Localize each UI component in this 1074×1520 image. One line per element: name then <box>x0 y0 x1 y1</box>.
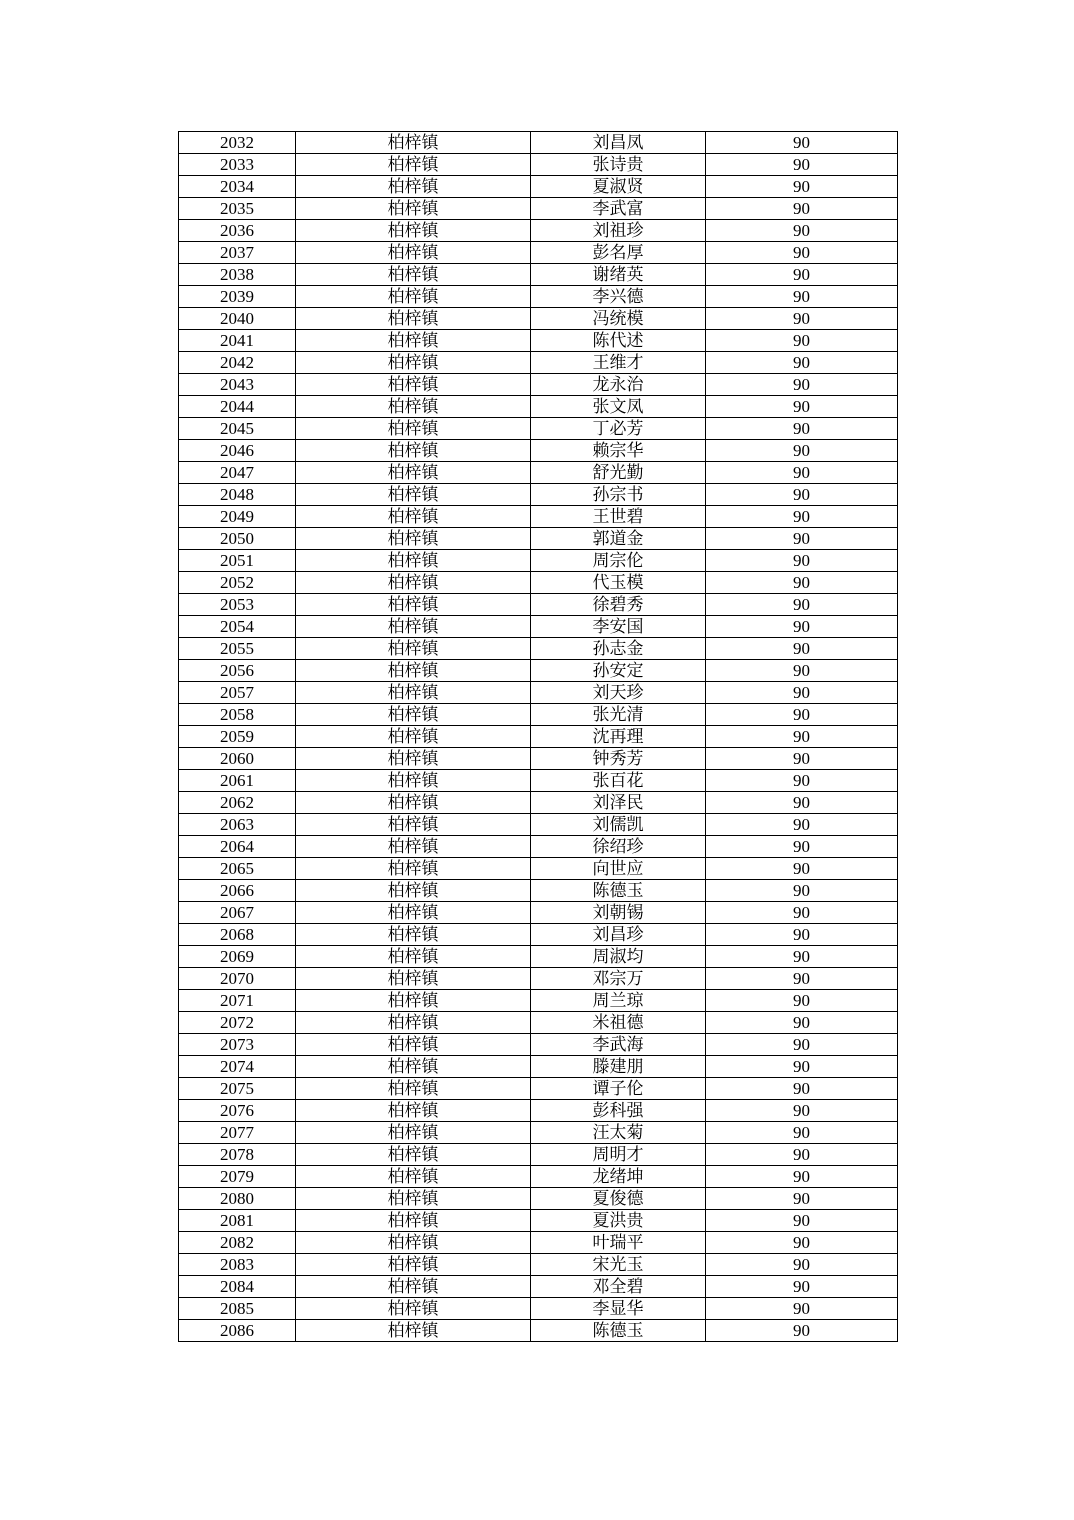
cell-score: 90 <box>706 352 898 374</box>
cell-serial: 2070 <box>179 968 296 990</box>
cell-name: 孙志金 <box>531 638 706 660</box>
table-row <box>179 198 898 220</box>
cell-town: 柏梓镇 <box>296 550 531 572</box>
cell-town: 柏梓镇 <box>296 132 531 154</box>
cell-name: 陈代述 <box>531 330 706 352</box>
cell-serial: 2036 <box>179 220 296 242</box>
cell-town: 柏梓镇 <box>296 792 531 814</box>
cell-serial: 2050 <box>179 528 296 550</box>
cell-town: 柏梓镇 <box>296 902 531 924</box>
cell-name: 谢绪英 <box>531 264 706 286</box>
cell-serial: 2054 <box>179 616 296 638</box>
cell-serial: 2086 <box>179 1320 296 1342</box>
cell-name: 刘朝锡 <box>531 902 706 924</box>
cell-score: 90 <box>706 594 898 616</box>
cell-town: 柏梓镇 <box>296 572 531 594</box>
cell-serial: 2042 <box>179 352 296 374</box>
cell-score: 90 <box>706 836 898 858</box>
cell-town: 柏梓镇 <box>296 924 531 946</box>
cell-serial: 2059 <box>179 726 296 748</box>
table-row <box>179 704 898 726</box>
table-row <box>179 968 898 990</box>
cell-serial: 2085 <box>179 1298 296 1320</box>
cell-town: 柏梓镇 <box>296 1210 531 1232</box>
cell-name: 向世应 <box>531 858 706 880</box>
table-row <box>179 1122 898 1144</box>
cell-name: 沈再理 <box>531 726 706 748</box>
cell-score: 90 <box>706 264 898 286</box>
cell-town: 柏梓镇 <box>296 242 531 264</box>
table-row <box>179 902 898 924</box>
cell-serial: 2052 <box>179 572 296 594</box>
table-row <box>179 528 898 550</box>
cell-score: 90 <box>706 858 898 880</box>
cell-town: 柏梓镇 <box>296 418 531 440</box>
cell-score: 90 <box>706 704 898 726</box>
cell-score: 90 <box>706 1232 898 1254</box>
table-row <box>179 572 898 594</box>
cell-town: 柏梓镇 <box>296 946 531 968</box>
cell-town: 柏梓镇 <box>296 1166 531 1188</box>
table-row <box>179 1012 898 1034</box>
cell-serial: 2080 <box>179 1188 296 1210</box>
cell-score: 90 <box>706 1144 898 1166</box>
table-row <box>179 176 898 198</box>
roster-table-body <box>179 132 898 1342</box>
table-row <box>179 946 898 968</box>
cell-serial: 2083 <box>179 1254 296 1276</box>
cell-score: 90 <box>706 330 898 352</box>
cell-score: 90 <box>706 396 898 418</box>
cell-serial: 2079 <box>179 1166 296 1188</box>
cell-serial: 2053 <box>179 594 296 616</box>
cell-name: 徐绍珍 <box>531 836 706 858</box>
cell-score: 90 <box>706 132 898 154</box>
cell-serial: 2045 <box>179 418 296 440</box>
table-row <box>179 616 898 638</box>
cell-town: 柏梓镇 <box>296 968 531 990</box>
cell-name: 夏淑贤 <box>531 176 706 198</box>
cell-score: 90 <box>706 726 898 748</box>
cell-score: 90 <box>706 1188 898 1210</box>
cell-serial: 2034 <box>179 176 296 198</box>
cell-serial: 2067 <box>179 902 296 924</box>
cell-score: 90 <box>706 242 898 264</box>
table-row <box>179 462 898 484</box>
cell-serial: 2066 <box>179 880 296 902</box>
cell-serial: 2060 <box>179 748 296 770</box>
cell-name: 王维才 <box>531 352 706 374</box>
table-row <box>179 726 898 748</box>
cell-score: 90 <box>706 528 898 550</box>
cell-score: 90 <box>706 770 898 792</box>
table-row <box>179 660 898 682</box>
cell-serial: 2051 <box>179 550 296 572</box>
cell-name: 刘泽民 <box>531 792 706 814</box>
cell-score: 90 <box>706 1122 898 1144</box>
table-row <box>179 440 898 462</box>
cell-town: 柏梓镇 <box>296 1232 531 1254</box>
cell-town: 柏梓镇 <box>296 770 531 792</box>
cell-score: 90 <box>706 1298 898 1320</box>
cell-town: 柏梓镇 <box>296 440 531 462</box>
cell-name: 龙永治 <box>531 374 706 396</box>
cell-score: 90 <box>706 990 898 1012</box>
table-row <box>179 1034 898 1056</box>
cell-score: 90 <box>706 902 898 924</box>
cell-serial: 2049 <box>179 506 296 528</box>
cell-name: 刘昌珍 <box>531 924 706 946</box>
roster-table <box>178 131 898 1342</box>
cell-serial: 2069 <box>179 946 296 968</box>
table-row <box>179 264 898 286</box>
cell-town: 柏梓镇 <box>296 814 531 836</box>
cell-name: 龙绪坤 <box>531 1166 706 1188</box>
cell-town: 柏梓镇 <box>296 264 531 286</box>
table-row <box>179 242 898 264</box>
table-row <box>179 682 898 704</box>
cell-serial: 2037 <box>179 242 296 264</box>
cell-name: 徐碧秀 <box>531 594 706 616</box>
cell-name: 李显华 <box>531 1298 706 1320</box>
cell-town: 柏梓镇 <box>296 462 531 484</box>
table-row <box>179 836 898 858</box>
cell-name: 孙宗书 <box>531 484 706 506</box>
cell-name: 邓宗万 <box>531 968 706 990</box>
cell-serial: 2058 <box>179 704 296 726</box>
cell-name: 张光清 <box>531 704 706 726</box>
cell-town: 柏梓镇 <box>296 220 531 242</box>
cell-serial: 2057 <box>179 682 296 704</box>
cell-name: 夏洪贵 <box>531 1210 706 1232</box>
cell-town: 柏梓镇 <box>296 286 531 308</box>
table-row <box>179 1210 898 1232</box>
cell-serial: 2038 <box>179 264 296 286</box>
cell-name: 李武富 <box>531 198 706 220</box>
cell-serial: 2033 <box>179 154 296 176</box>
cell-town: 柏梓镇 <box>296 1122 531 1144</box>
cell-town: 柏梓镇 <box>296 484 531 506</box>
cell-score: 90 <box>706 374 898 396</box>
cell-serial: 2076 <box>179 1100 296 1122</box>
cell-name: 周兰琼 <box>531 990 706 1012</box>
table-row <box>179 374 898 396</box>
table-row <box>179 506 898 528</box>
cell-serial: 2061 <box>179 770 296 792</box>
cell-name: 汪太菊 <box>531 1122 706 1144</box>
cell-serial: 2055 <box>179 638 296 660</box>
cell-town: 柏梓镇 <box>296 1254 531 1276</box>
cell-name: 刘儒凯 <box>531 814 706 836</box>
cell-name: 张文凤 <box>531 396 706 418</box>
cell-score: 90 <box>706 1078 898 1100</box>
cell-town: 柏梓镇 <box>296 682 531 704</box>
cell-town: 柏梓镇 <box>296 990 531 1012</box>
cell-serial: 2047 <box>179 462 296 484</box>
cell-town: 柏梓镇 <box>296 880 531 902</box>
table-row <box>179 1276 898 1298</box>
table-row <box>179 308 898 330</box>
cell-serial: 2043 <box>179 374 296 396</box>
cell-name: 陈德玉 <box>531 880 706 902</box>
cell-score: 90 <box>706 814 898 836</box>
cell-town: 柏梓镇 <box>296 660 531 682</box>
cell-score: 90 <box>706 1012 898 1034</box>
cell-serial: 2048 <box>179 484 296 506</box>
table-row <box>179 1100 898 1122</box>
table-row <box>179 154 898 176</box>
cell-score: 90 <box>706 792 898 814</box>
cell-score: 90 <box>706 946 898 968</box>
cell-town: 柏梓镇 <box>296 748 531 770</box>
cell-score: 90 <box>706 1034 898 1056</box>
cell-name: 陈德玉 <box>531 1320 706 1342</box>
cell-score: 90 <box>706 880 898 902</box>
table-row <box>179 330 898 352</box>
cell-score: 90 <box>706 176 898 198</box>
cell-score: 90 <box>706 748 898 770</box>
cell-serial: 2071 <box>179 990 296 1012</box>
table-row <box>179 990 898 1012</box>
cell-serial: 2041 <box>179 330 296 352</box>
cell-town: 柏梓镇 <box>296 528 531 550</box>
cell-name: 刘昌凤 <box>531 132 706 154</box>
cell-score: 90 <box>706 1100 898 1122</box>
table-row <box>179 418 898 440</box>
cell-name: 代玉模 <box>531 572 706 594</box>
cell-name: 周宗伦 <box>531 550 706 572</box>
cell-town: 柏梓镇 <box>296 330 531 352</box>
cell-name: 舒光勤 <box>531 462 706 484</box>
cell-score: 90 <box>706 660 898 682</box>
cell-town: 柏梓镇 <box>296 836 531 858</box>
cell-serial: 2044 <box>179 396 296 418</box>
table-row <box>179 220 898 242</box>
table-row <box>179 1254 898 1276</box>
cell-serial: 2078 <box>179 1144 296 1166</box>
table-row <box>179 1188 898 1210</box>
table-row <box>179 814 898 836</box>
cell-score: 90 <box>706 616 898 638</box>
cell-name: 刘祖珍 <box>531 220 706 242</box>
table-row <box>179 1144 898 1166</box>
cell-name: 孙安定 <box>531 660 706 682</box>
cell-town: 柏梓镇 <box>296 198 531 220</box>
cell-town: 柏梓镇 <box>296 1298 531 1320</box>
cell-score: 90 <box>706 506 898 528</box>
cell-score: 90 <box>706 462 898 484</box>
table-row <box>179 594 898 616</box>
cell-score: 90 <box>706 968 898 990</box>
cell-serial: 2063 <box>179 814 296 836</box>
cell-town: 柏梓镇 <box>296 638 531 660</box>
cell-name: 李安国 <box>531 616 706 638</box>
cell-town: 柏梓镇 <box>296 154 531 176</box>
cell-name: 宋光玉 <box>531 1254 706 1276</box>
table-row <box>179 638 898 660</box>
cell-score: 90 <box>706 572 898 594</box>
cell-score: 90 <box>706 484 898 506</box>
cell-serial: 2046 <box>179 440 296 462</box>
cell-town: 柏梓镇 <box>296 1034 531 1056</box>
table-row <box>179 1320 898 1342</box>
cell-name: 邓全碧 <box>531 1276 706 1298</box>
cell-name: 叶瑞平 <box>531 1232 706 1254</box>
table-row <box>179 484 898 506</box>
cell-score: 90 <box>706 308 898 330</box>
cell-name: 郭道金 <box>531 528 706 550</box>
cell-town: 柏梓镇 <box>296 858 531 880</box>
cell-town: 柏梓镇 <box>296 396 531 418</box>
cell-serial: 2039 <box>179 286 296 308</box>
table-row <box>179 770 898 792</box>
cell-serial: 2035 <box>179 198 296 220</box>
table-row <box>179 924 898 946</box>
cell-name: 彭科强 <box>531 1100 706 1122</box>
cell-serial: 2032 <box>179 132 296 154</box>
cell-score: 90 <box>706 286 898 308</box>
cell-town: 柏梓镇 <box>296 704 531 726</box>
cell-name: 张百花 <box>531 770 706 792</box>
table-row <box>179 880 898 902</box>
cell-name: 周淑均 <box>531 946 706 968</box>
table-row <box>179 1232 898 1254</box>
cell-name: 周明才 <box>531 1144 706 1166</box>
cell-town: 柏梓镇 <box>296 308 531 330</box>
cell-name: 张诗贵 <box>531 154 706 176</box>
cell-town: 柏梓镇 <box>296 374 531 396</box>
cell-name: 谭子伦 <box>531 1078 706 1100</box>
cell-serial: 2084 <box>179 1276 296 1298</box>
table-row <box>179 792 898 814</box>
cell-serial: 2081 <box>179 1210 296 1232</box>
cell-serial: 2075 <box>179 1078 296 1100</box>
cell-name: 赖宗华 <box>531 440 706 462</box>
table-row <box>179 352 898 374</box>
cell-name: 彭名厚 <box>531 242 706 264</box>
cell-score: 90 <box>706 638 898 660</box>
cell-town: 柏梓镇 <box>296 1100 531 1122</box>
cell-serial: 2074 <box>179 1056 296 1078</box>
cell-town: 柏梓镇 <box>296 1012 531 1034</box>
cell-name: 刘天珍 <box>531 682 706 704</box>
cell-name: 李武海 <box>531 1034 706 1056</box>
cell-score: 90 <box>706 1166 898 1188</box>
cell-serial: 2082 <box>179 1232 296 1254</box>
cell-town: 柏梓镇 <box>296 1078 531 1100</box>
cell-score: 90 <box>706 154 898 176</box>
cell-serial: 2056 <box>179 660 296 682</box>
cell-name: 李兴德 <box>531 286 706 308</box>
cell-name: 钟秀芳 <box>531 748 706 770</box>
cell-town: 柏梓镇 <box>296 176 531 198</box>
cell-town: 柏梓镇 <box>296 616 531 638</box>
cell-score: 90 <box>706 418 898 440</box>
table-row <box>179 550 898 572</box>
cell-name: 丁必芳 <box>531 418 706 440</box>
cell-town: 柏梓镇 <box>296 594 531 616</box>
cell-score: 90 <box>706 1056 898 1078</box>
cell-score: 90 <box>706 440 898 462</box>
cell-name: 夏俊德 <box>531 1188 706 1210</box>
table-row <box>179 858 898 880</box>
cell-town: 柏梓镇 <box>296 1276 531 1298</box>
cell-serial: 2040 <box>179 308 296 330</box>
table-row <box>179 1056 898 1078</box>
cell-score: 90 <box>706 220 898 242</box>
cell-name: 王世碧 <box>531 506 706 528</box>
table-row <box>179 286 898 308</box>
cell-score: 90 <box>706 198 898 220</box>
table-row <box>179 396 898 418</box>
cell-town: 柏梓镇 <box>296 352 531 374</box>
cell-serial: 2072 <box>179 1012 296 1034</box>
cell-serial: 2064 <box>179 836 296 858</box>
cell-town: 柏梓镇 <box>296 1320 531 1342</box>
cell-serial: 2065 <box>179 858 296 880</box>
cell-serial: 2073 <box>179 1034 296 1056</box>
cell-town: 柏梓镇 <box>296 1056 531 1078</box>
cell-serial: 2062 <box>179 792 296 814</box>
cell-score: 90 <box>706 924 898 946</box>
table-row <box>179 132 898 154</box>
cell-score: 90 <box>706 550 898 572</box>
cell-town: 柏梓镇 <box>296 1144 531 1166</box>
cell-serial: 2077 <box>179 1122 296 1144</box>
cell-score: 90 <box>706 1320 898 1342</box>
cell-score: 90 <box>706 1276 898 1298</box>
cell-town: 柏梓镇 <box>296 506 531 528</box>
cell-town: 柏梓镇 <box>296 1188 531 1210</box>
cell-town: 柏梓镇 <box>296 726 531 748</box>
table-row <box>179 748 898 770</box>
cell-name: 米祖德 <box>531 1012 706 1034</box>
table-row <box>179 1078 898 1100</box>
cell-name: 滕建朋 <box>531 1056 706 1078</box>
cell-score: 90 <box>706 682 898 704</box>
cell-name: 冯统模 <box>531 308 706 330</box>
table-row <box>179 1166 898 1188</box>
cell-serial: 2068 <box>179 924 296 946</box>
cell-score: 90 <box>706 1210 898 1232</box>
table-row <box>179 1298 898 1320</box>
cell-score: 90 <box>706 1254 898 1276</box>
